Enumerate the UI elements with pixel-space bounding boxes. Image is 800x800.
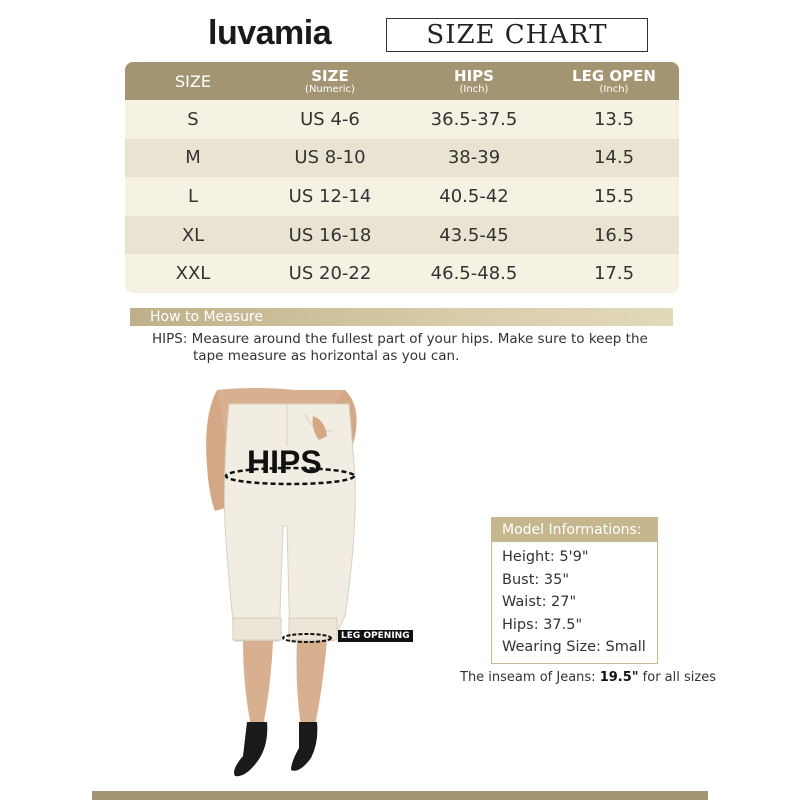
model-waist: Waist: 27" (502, 594, 577, 610)
cell-size: XL (181, 224, 205, 246)
instruction-line-1: : Measure around the fullest part of your hips. Make sure to keep the (182, 331, 648, 347)
hips-figure-label: HIPS (247, 444, 322, 480)
cell-leg-open: 17.5 (593, 263, 635, 285)
cell-numeric: US 4-6 (300, 108, 360, 130)
header-sublabel: (Inch) (459, 83, 489, 95)
header-size (125, 62, 261, 100)
cell-leg-open: 13.5 (593, 108, 635, 130)
header-sublabel: (Inch) (599, 83, 629, 95)
model-bust: Bust: 35" (502, 571, 569, 588)
table-header (125, 62, 679, 100)
instruction-line-2: tape measure as horizontal as you can. (193, 348, 460, 364)
model-wearing-size: Wearing Size: Small (502, 639, 646, 655)
cell-hips: 40.5-42 (439, 185, 509, 207)
header-sublabel: (Numeric) (305, 83, 355, 95)
cell-size: S (187, 108, 199, 130)
cell-numeric: US 12-14 (288, 185, 372, 207)
hips-instructions (152, 331, 652, 365)
how-to-measure-heading: How to Measure (130, 308, 673, 326)
model-info-heading: Model Informations: (492, 518, 657, 542)
model-figure (195, 386, 410, 786)
cell-hips: 43.5-45 (439, 224, 509, 246)
table-row (125, 254, 679, 293)
cell-hips: 36.5-37.5 (430, 108, 518, 130)
cell-leg-open: 15.5 (593, 185, 635, 207)
cell-size: L (187, 185, 199, 207)
cell-leg-open: 14.5 (593, 147, 635, 169)
header-label: HIPS (454, 66, 494, 85)
model-info-box (491, 517, 658, 664)
model-hips: Hips: 37.5" (502, 616, 583, 633)
leg-opening-label: LEG OPENING (338, 630, 413, 642)
cell-numeric: US 16-18 (288, 224, 372, 246)
hips-term: HIPS (152, 331, 183, 347)
header-size-numeric (261, 62, 399, 100)
cell-size: XXL (175, 263, 211, 285)
cell-size: M (185, 147, 201, 169)
model-height: Height: 5'9" (502, 549, 589, 565)
header-label: LEG OPEN (572, 66, 656, 85)
table-row (125, 177, 679, 216)
inseam-note (460, 670, 716, 685)
brand-logo: luvamia (208, 14, 332, 52)
header-leg-open (549, 62, 679, 100)
cell-hips: 38-39 (447, 147, 501, 169)
header-hips (399, 62, 549, 100)
header-label: SIZE (311, 66, 349, 85)
cell-hips: 46.5-48.5 (430, 263, 518, 285)
bottom-bar (92, 791, 708, 800)
table-row (125, 139, 679, 178)
size-table (125, 62, 679, 293)
inseam-prefix: The inseam of Jeans: (460, 670, 600, 685)
table-row (125, 216, 679, 255)
header-label: SIZE (175, 71, 211, 91)
cell-numeric: US 20-22 (288, 263, 372, 285)
inseam-suffix: for all sizes (638, 670, 716, 685)
cell-numeric: US 8-10 (294, 147, 366, 169)
inseam-value: 19.5" (599, 670, 639, 685)
table-row (125, 100, 679, 139)
page-title: SIZE CHART (386, 18, 648, 52)
cell-leg-open: 16.5 (593, 224, 635, 246)
